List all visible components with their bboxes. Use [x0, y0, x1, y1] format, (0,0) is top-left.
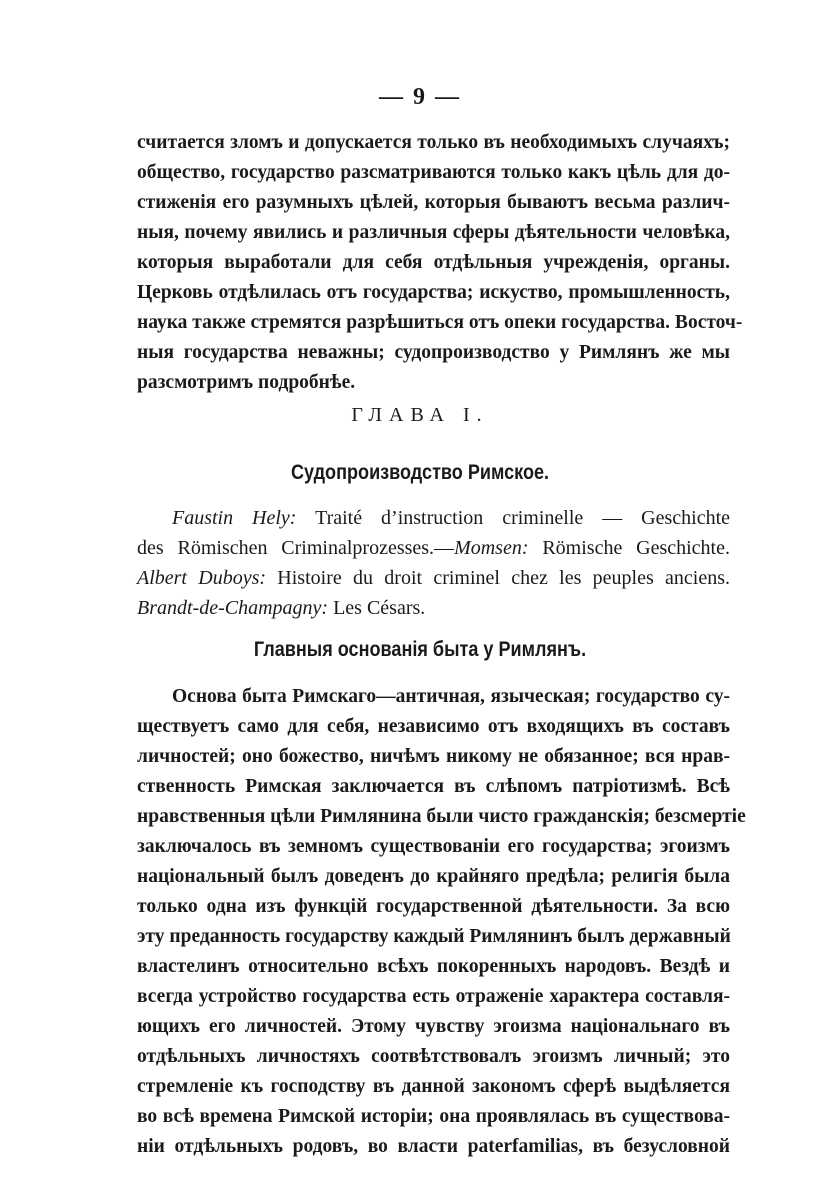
text-line: которыя выработали для себя отдѣльныя учрежденія, органы. — [137, 252, 730, 273]
text-line: всегда устройство государства есть отраженіе характера составля- — [137, 986, 730, 1007]
text-line: ныя, почему явились и различныя сферы дѣятельности человѣка, — [137, 222, 730, 243]
bib-title: Traité d’instruction criminelle — Geschichte — [296, 507, 731, 529]
chapter-title: ГЛАВА I. — [351, 404, 489, 426]
text-line: общество, государство разсматриваются только какъ цѣль для до- — [137, 162, 730, 183]
text-line: разсмотримъ подробнѣе. — [137, 372, 356, 393]
text-line: личностей; оно божество, ничѣмъ никому не обязанное; вся нрав- — [137, 746, 730, 767]
section-title: Судопроизводство Римское. — [290, 461, 550, 484]
bib-author: Albert Duboys: — [137, 567, 267, 589]
text-line: ніи отдѣльныхъ родовъ, во власти paterfamilias, въ безусловной — [137, 1136, 730, 1157]
bibliography-entry — [137, 593, 730, 623]
text-line: ющихъ его личностей. Этому чувству эгоизма національнаго въ — [137, 1016, 730, 1037]
subsection-title: Главныя основанія быта у Римлянъ. — [253, 638, 587, 661]
bib-title: Römische Geschichte. — [528, 537, 730, 559]
text-line: ныя государства неважны; судопроизводство у Римлянъ же мы — [137, 342, 730, 363]
text-line: заключалось въ земномъ существованіи его государства; эгоизмъ — [137, 836, 730, 857]
text-line: эту преданность государству каждый Римлянинъ былъ державный — [137, 926, 731, 947]
text-line: властелинъ относительно всѣхъ покоренныхъ народовъ. Вездѣ и — [137, 956, 730, 977]
text-line: Церковь отдѣлилась отъ государства; искуство, промышленность, — [137, 282, 730, 303]
bibliography-entry — [137, 533, 730, 563]
text-line: ственность Римская заключается въ слѣпомъ патріотизмѣ. Всѣ — [137, 776, 730, 797]
page-number: — 9 — — [379, 84, 461, 110]
bib-title: Histoire du droit criminel chez les peuples anciens. — [266, 567, 730, 589]
bibliography-entry — [137, 563, 730, 593]
bib-title: Les Césars. — [328, 597, 426, 619]
bibliography-entry — [172, 503, 730, 533]
text-line: наука также стремятся разрѣшиться отъ опеки государства. Восточ- — [137, 312, 743, 333]
text-line: стиженія его разумныхъ цѣлей, которыя бываютъ весьма различ- — [137, 192, 730, 213]
bib-author: Brandt-de-Champagny: — [137, 597, 329, 619]
text-line: стремленіе къ господству въ данной закономъ сферѣ выдѣляется — [137, 1076, 730, 1097]
text-line: ществуетъ само для себя, независимо отъ входящихъ въ составъ — [137, 716, 730, 737]
bib-title: des Römischen Criminalprozesses.— — [137, 537, 455, 559]
text-line: нравственныя цѣли Римлянина были чисто гражданскія; безсмертіе — [137, 806, 746, 827]
text-line: считается зломъ и допускается только въ необходимыхъ случаяхъ; — [137, 132, 730, 153]
text-line: національный былъ доведенъ до крайняго предѣла; религія была — [137, 866, 730, 887]
text-line: только одна изъ функцій государственной дѣятельности. За всю — [137, 896, 730, 917]
text-line: отдѣльныхъ личностяхъ соотвѣтствовалъ эгоизмъ личный; это — [137, 1046, 730, 1067]
text-line: во всѣ времена Римской исторіи; она проявлялась въ существова- — [137, 1106, 730, 1127]
text-line: Основа быта Римскаго—античная, языческая; государство су- — [172, 686, 730, 707]
bib-author: Momsen: — [454, 537, 529, 559]
bib-author: Faustin Hely: — [172, 507, 297, 529]
